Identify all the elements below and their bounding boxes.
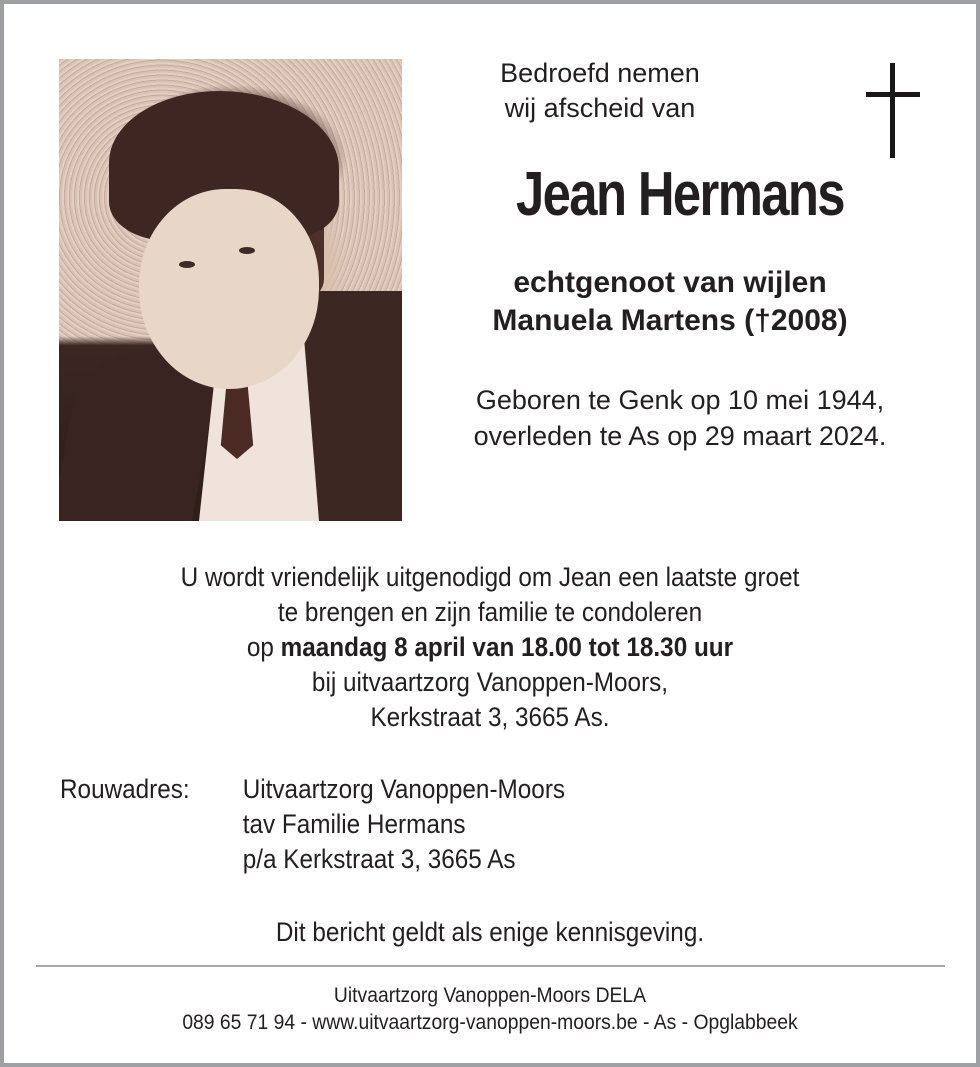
visitation-time: maandag 8 april van 18.00 tot 18.30 uur — [280, 632, 734, 662]
spouse-line-1: echtgenoot van wijlen — [513, 266, 827, 299]
latin-cross-icon — [866, 63, 920, 158]
birth-date: Geboren te Genk op 10 mei 1944, — [475, 385, 885, 415]
invitation-line-2: te brengen en zijn familie te condoleren — [277, 597, 703, 627]
invitation-line-4: bij uitvaartzorg Vanoppen-Moors, — [311, 667, 669, 697]
mourning-address-label: Rouwadres: — [60, 774, 190, 804]
photo-eye-left — [179, 261, 195, 268]
photo-face — [139, 189, 319, 389]
invitation-line-1: U wordt vriendelijk uitgenodigd om Jean een laatste groet — [180, 562, 800, 592]
death-date: overleden te As op 29 maart 2024. — [473, 421, 887, 451]
intro-text — [420, 56, 780, 126]
portrait-photo — [59, 59, 402, 521]
mourning-address — [60, 772, 565, 877]
footer-company: Uitvaartzorg Vanoppen-Moors DELA — [333, 984, 647, 1007]
intro-line-2: wij afscheid van — [504, 93, 696, 123]
deceased-name: Jean Hermans — [516, 160, 844, 229]
spouse-text — [420, 264, 920, 340]
invitation-line-5: Kerkstraat 3, 3665 As. — [370, 702, 610, 732]
invitation-line-3: op maandag 8 april van 18.00 tot 18.30 uur — [246, 632, 734, 662]
intro-line-1: Bedroefd nemen — [500, 58, 700, 88]
mourning-address-line: p/a Kerkstraat 3, 3665 As — [242, 844, 516, 874]
footer-divider — [36, 965, 945, 967]
mourning-address-line: Uitvaartzorg Vanoppen-Moors — [242, 774, 566, 804]
life-dates — [420, 382, 940, 454]
footer — [76, 982, 904, 1036]
spouse-line-2: Manuela Martens (†2008) — [492, 304, 848, 337]
photo-eye-right — [239, 247, 255, 254]
footer-contact: 089 65 71 94 - www.uitvaartzorg-vanoppen-moors.be - As - Opglabbeek — [182, 1011, 798, 1034]
invitation-text — [85, 560, 895, 735]
notice-text: Dit bericht geldt als enige kennisgeving. — [275, 917, 705, 947]
mourning-address-line: tav Familie Hermans — [242, 809, 466, 839]
